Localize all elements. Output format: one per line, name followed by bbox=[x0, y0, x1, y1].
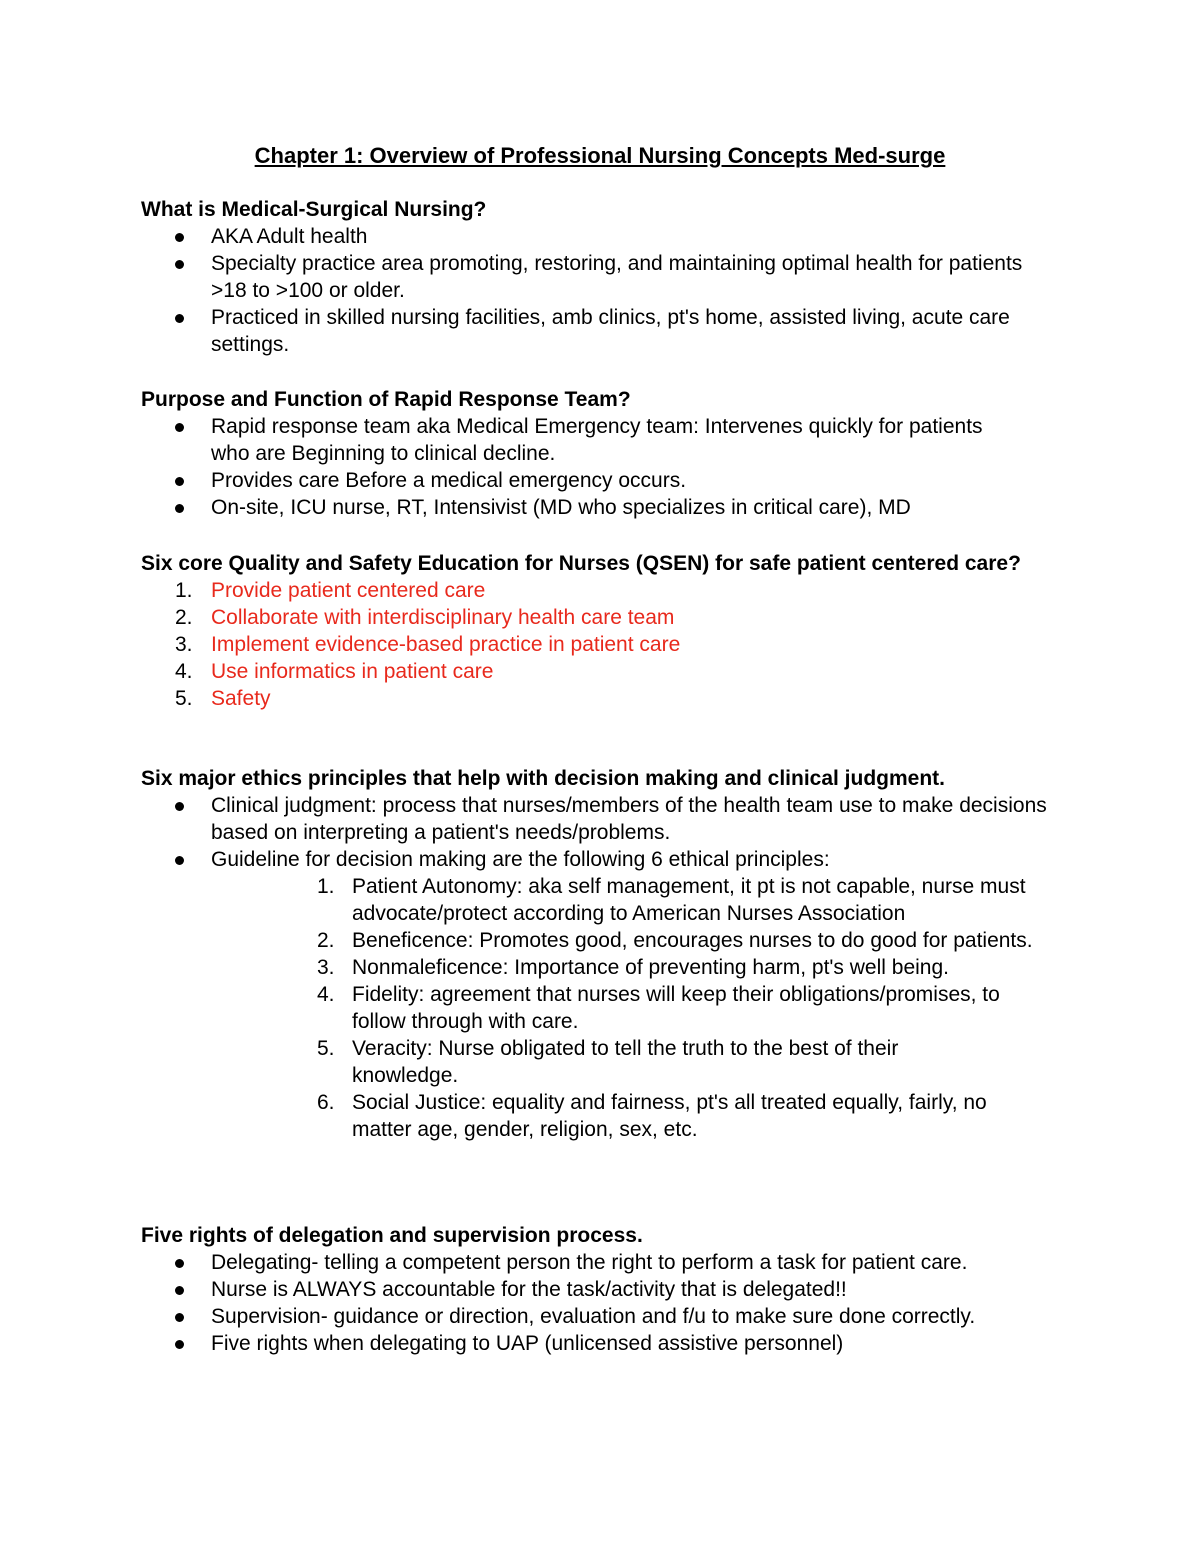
section-heading: Six major ethics principles that help with decision making and clinical judgment. bbox=[141, 767, 945, 790]
list-number: 6. bbox=[317, 1091, 335, 1114]
bullet-icon bbox=[175, 1340, 184, 1349]
list-item bbox=[141, 927, 1052, 954]
list-item bbox=[141, 846, 1061, 873]
list-item-text: Clinical judgment: process that nurses/members of the health team use to make decisions based on interpreting a patient's needs/problems. bbox=[211, 794, 1047, 844]
list-item bbox=[141, 658, 1071, 685]
bullet-icon bbox=[175, 423, 184, 432]
bullet-icon bbox=[175, 1313, 184, 1322]
section-heading: Five rights of delegation and supervision process. bbox=[141, 1224, 643, 1247]
list-number: 5. bbox=[317, 1037, 335, 1060]
list-number: 3. bbox=[317, 956, 335, 979]
list-item bbox=[141, 1303, 1021, 1330]
list-item-text: Practiced in skilled nursing facilities, amb clinics, pt's home, assisted living, acute care settings. bbox=[211, 306, 1010, 356]
list-item bbox=[141, 467, 1011, 494]
bullet-icon bbox=[175, 856, 184, 865]
list-item-text: Guideline for decision making are the following 6 ethical principles: bbox=[211, 848, 830, 871]
list-item bbox=[141, 577, 1071, 604]
list-item-text: Specialty practice area promoting, restoring, and maintaining optimal health for patients >18 to >100 or older. bbox=[211, 252, 1023, 302]
section-medical-surgical-nursing bbox=[141, 196, 1051, 358]
list-item bbox=[141, 413, 1011, 467]
list-item bbox=[141, 685, 1071, 712]
list-item-text: Five rights when delegating to UAP (unlicensed assistive personnel) bbox=[211, 1332, 844, 1355]
section-heading: Six core Quality and Safety Education for Nurses (QSEN) for safe patient centered care? bbox=[141, 552, 1021, 575]
list-number: 1. bbox=[317, 875, 335, 898]
list-item-text: Implement evidence-based practice in patient care bbox=[211, 633, 681, 656]
bullet-icon bbox=[175, 314, 184, 323]
list-item bbox=[141, 250, 1051, 304]
list-item-text: Social Justice: equality and fairness, pt's all treated equally, fairly, no matter age, gender, religion, sex, etc. bbox=[352, 1091, 987, 1141]
list-number: 2. bbox=[317, 929, 335, 952]
list-item-text: Collaborate with interdisciplinary health care team bbox=[211, 606, 675, 629]
list-item-text: Fidelity: agreement that nurses will keep their obligations/promises, to follow through with care. bbox=[352, 983, 1000, 1033]
list-number: 5. bbox=[175, 687, 193, 710]
bullet-icon bbox=[175, 260, 184, 269]
list-item bbox=[141, 1089, 1052, 1143]
list-item-text: Safety bbox=[211, 687, 271, 710]
bullet-icon bbox=[175, 802, 184, 811]
list-item bbox=[141, 223, 1051, 250]
bullet-list bbox=[141, 1249, 1021, 1357]
section-heading: Purpose and Function of Rapid Response Team? bbox=[141, 388, 631, 411]
section-qsen bbox=[141, 550, 1071, 712]
list-item-text: Provides care Before a medical emergency occurs. bbox=[211, 469, 687, 492]
list-item bbox=[141, 981, 1057, 1035]
list-item bbox=[141, 1035, 1002, 1089]
list-item bbox=[141, 631, 1071, 658]
list-item bbox=[141, 1276, 1021, 1303]
list-number: 4. bbox=[317, 983, 335, 1006]
bullet-icon bbox=[175, 1259, 184, 1268]
list-item bbox=[141, 604, 1071, 631]
numbered-list bbox=[141, 577, 1071, 712]
bullet-icon bbox=[175, 504, 184, 513]
list-item-text: Nurse is ALWAYS accountable for the task/activity that is delegated!! bbox=[211, 1278, 847, 1301]
list-item bbox=[141, 1249, 1021, 1276]
list-item-text: On-site, ICU nurse, RT, Intensivist (MD who specializes in critical care), MD bbox=[211, 496, 911, 519]
list-item bbox=[141, 304, 1051, 358]
bullet-list bbox=[141, 413, 1011, 521]
list-item-text: Supervision- guidance or direction, evaluation and f/u to make sure done correctly. bbox=[211, 1305, 976, 1328]
list-number: 3. bbox=[175, 633, 193, 656]
section-rapid-response-team bbox=[141, 386, 1011, 521]
list-item-text: Use informatics in patient care bbox=[211, 660, 494, 683]
list-item-text: Patient Autonomy: aka self management, it pt is not capable, nurse must advocate/protect according to American Nurses Association bbox=[352, 875, 1026, 925]
bullet-icon bbox=[175, 1286, 184, 1295]
list-number: 1. bbox=[175, 579, 193, 602]
list-item-text: Delegating- telling a competent person the right to perform a task for patient care. bbox=[211, 1251, 968, 1274]
list-item-text: AKA Adult health bbox=[211, 225, 368, 248]
section-heading: What is Medical-Surgical Nursing? bbox=[141, 198, 487, 221]
section-ethics-principles bbox=[141, 765, 1061, 1143]
list-number: 4. bbox=[175, 660, 193, 683]
list-item bbox=[141, 1330, 1021, 1357]
list-item bbox=[141, 494, 1011, 521]
list-item-text: Beneficence: Promotes good, encourages nurses to do good for patients. bbox=[352, 929, 1033, 952]
list-item-text: Veracity: Nurse obligated to tell the truth to the best of their knowledge. bbox=[352, 1037, 899, 1087]
bullet-icon bbox=[175, 233, 184, 242]
bullet-icon bbox=[175, 477, 184, 486]
bullet-list bbox=[141, 792, 1061, 873]
principles-list bbox=[141, 873, 1061, 1143]
list-item bbox=[141, 954, 1052, 981]
list-item-text: Nonmaleficence: Importance of preventing harm, pt's well being. bbox=[352, 956, 949, 979]
page-title: Chapter 1: Overview of Professional Nursing Concepts Med-surge bbox=[254, 143, 946, 168]
section-delegation bbox=[141, 1222, 1021, 1357]
list-item-text: Rapid response team aka Medical Emergency team: Intervenes quickly for patients who are Beginning to clinical decline. bbox=[211, 415, 983, 465]
list-item bbox=[141, 873, 1052, 927]
bullet-list bbox=[141, 223, 1051, 358]
list-item-text: Provide patient centered care bbox=[211, 579, 486, 602]
list-item bbox=[141, 792, 1061, 846]
list-number: 2. bbox=[175, 606, 193, 629]
